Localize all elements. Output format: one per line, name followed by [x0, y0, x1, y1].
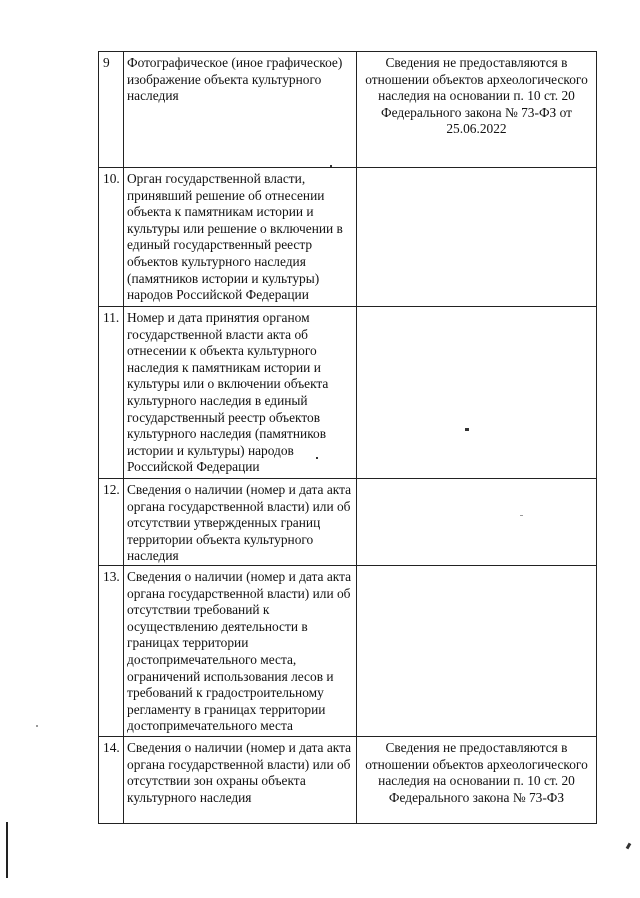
- scan-speck: [330, 165, 332, 167]
- table-row: [99, 479, 597, 566]
- row-field-name: Сведения о наличии (номер и дата акта органа государственной власти) или об отсутствии утвержденных границ территории объекта культурного наследия: [124, 479, 357, 566]
- table-row: [99, 52, 597, 168]
- table-row: [99, 737, 597, 824]
- row-field-value: Сведения не предоставляются в отношении объектов археологического наследия на основании п. 10 ст. 20 Федерального закона № 73-ФЗ: [357, 737, 597, 824]
- table-row: [99, 307, 597, 479]
- row-field-name: Фотографическое (иное графическое) изображение объекта культурного наследия: [124, 52, 357, 168]
- scan-speck: [520, 515, 523, 516]
- row-field-value: [357, 566, 597, 737]
- scan-speck: [626, 843, 632, 850]
- registry-table: [98, 51, 597, 824]
- scan-speck: [316, 457, 318, 459]
- row-field-value: [357, 307, 597, 479]
- table-row: [99, 566, 597, 737]
- scan-speck: [465, 428, 469, 431]
- row-number: 11.: [99, 307, 124, 479]
- row-field-name: Номер и дата принятия органом государственной власти акта об отнесении к объекта культурного наследия к памятникам истории и культуры или о включении объекта культурного наследия в единый государственный реестр объектов культурного наследия (памятников истории и культуры) народов Российской Федерации: [124, 307, 357, 479]
- row-number: 12.: [99, 479, 124, 566]
- scan-edge-line: [6, 822, 8, 878]
- row-number: 9: [99, 52, 124, 168]
- row-field-name: Сведения о наличии (номер и дата акта органа государственной власти) или об отсутствии требований к осуществлению деятельности в границах территории достопримечательного места, ограничений использования лесов и требований к градостроительному регламенту в границах территории достопримечательного места: [124, 566, 357, 737]
- row-field-name: Орган государственной власти, принявший решение об отнесении объекта к памятникам истории и культуры или решение о включении в единый государственный реестр объектов культурного наследия (памятников истории и культуры) народов Российской Федерации: [124, 168, 357, 307]
- row-field-name: Сведения о наличии (номер и дата акта органа государственной власти) или об отсутствии зон охраны объекта культурного наследия: [124, 737, 357, 824]
- row-number: 13.: [99, 566, 124, 737]
- scan-speck: [36, 725, 38, 727]
- table-row: [99, 168, 597, 307]
- row-field-value: [357, 479, 597, 566]
- row-field-value: [357, 168, 597, 307]
- row-number: 14.: [99, 737, 124, 824]
- row-field-value: Сведения не предоставляются в отношении объектов археологического наследия на основании п. 10 ст. 20 Федерального закона № 73-ФЗ от 25.06.2022: [357, 52, 597, 168]
- row-number: 10.: [99, 168, 124, 307]
